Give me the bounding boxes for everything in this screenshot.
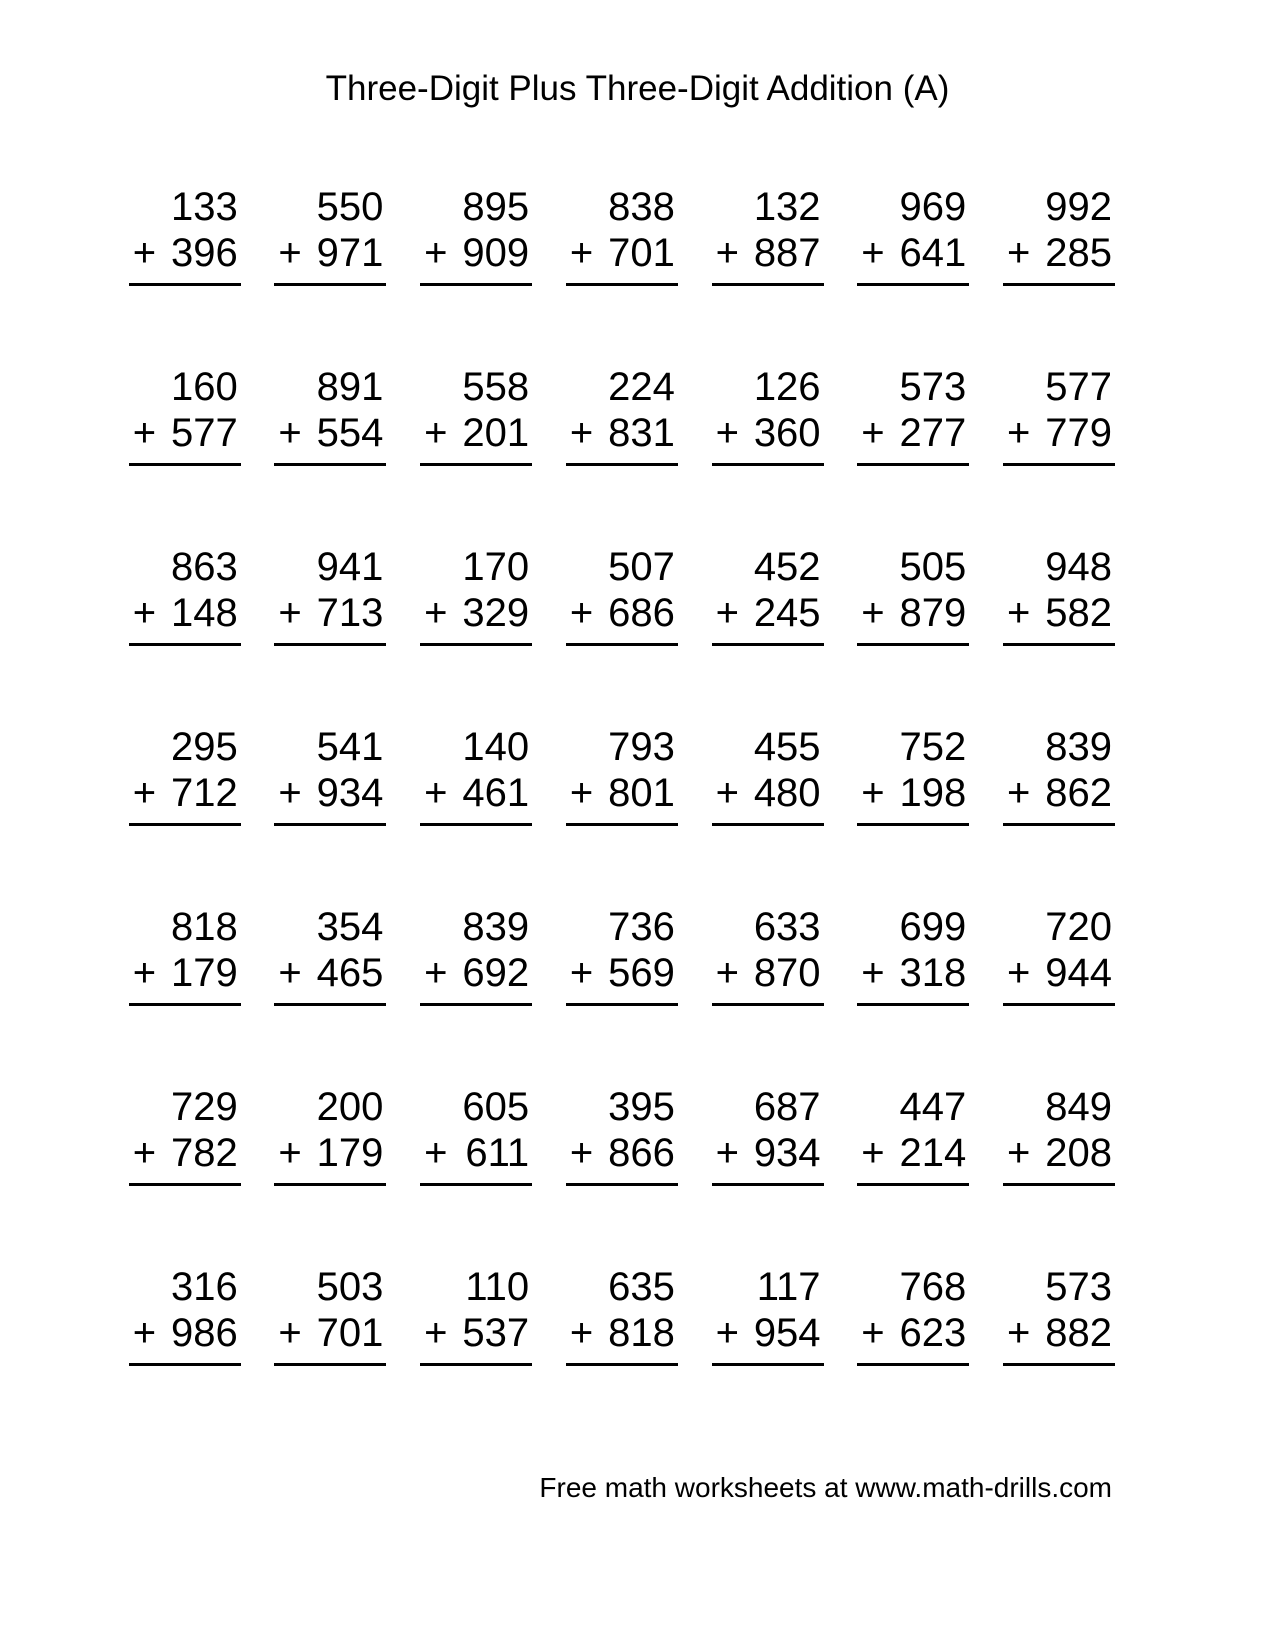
addend-top: 541 <box>316 725 384 769</box>
plus-sign: + <box>424 771 448 815</box>
addend-bottom: 686 <box>608 591 675 635</box>
addend-bottom: 611 <box>465 1131 530 1175</box>
answer-line <box>420 1183 532 1186</box>
addition-problem <box>1003 544 1115 646</box>
addend-top: 224 <box>608 365 675 409</box>
addend-bottom: 396 <box>170 231 238 275</box>
addend-bottom: 582 <box>1045 591 1112 635</box>
addend-top: 550 <box>316 185 384 229</box>
addend-top: 577 <box>1045 365 1112 409</box>
plus-sign: + <box>715 1131 739 1175</box>
answer-line <box>420 643 532 646</box>
addition-problem <box>129 1084 241 1186</box>
addend-bottom-row <box>712 950 824 996</box>
plus-sign: + <box>861 231 885 275</box>
addend-bottom-row <box>274 770 386 816</box>
plus-sign: + <box>715 591 739 635</box>
addend-bottom-row <box>566 230 678 276</box>
answer-line <box>566 283 678 286</box>
answer-line <box>129 283 241 286</box>
addend-bottom-row <box>129 1130 241 1176</box>
addend-bottom-row <box>129 1310 241 1356</box>
addition-problem <box>1003 184 1115 286</box>
addend-bottom: 866 <box>608 1131 675 1175</box>
addend-top: 505 <box>899 545 967 589</box>
answer-line <box>712 1363 824 1366</box>
plus-sign: + <box>132 1311 157 1355</box>
addend-bottom: 934 <box>753 1131 821 1175</box>
plus-sign: + <box>1006 591 1031 635</box>
addition-problem <box>566 1084 678 1186</box>
addend-top: 838 <box>608 185 675 229</box>
addend-bottom: 318 <box>899 951 967 995</box>
addition-problem <box>129 544 241 646</box>
plus-sign: + <box>1006 951 1031 995</box>
addend-bottom: 887 <box>753 231 821 275</box>
plus-sign: + <box>715 951 739 995</box>
addend-bottom: 971 <box>316 231 384 275</box>
addend-bottom: 831 <box>608 411 675 455</box>
addend-bottom-row <box>420 1130 532 1176</box>
addition-problem <box>420 544 532 646</box>
plus-sign: + <box>569 591 594 635</box>
addition-problem <box>857 904 969 1006</box>
answer-line <box>566 643 678 646</box>
answer-line <box>129 823 241 826</box>
addend-bottom-row <box>566 590 678 636</box>
addend-bottom: 701 <box>608 231 675 275</box>
answer-line <box>420 823 532 826</box>
plus-sign: + <box>424 1311 448 1355</box>
answer-line <box>857 1363 969 1366</box>
answer-line <box>857 283 969 286</box>
addition-problem <box>566 724 678 826</box>
addend-bottom: 214 <box>899 1131 967 1175</box>
addend-bottom-row <box>274 1310 386 1356</box>
addend-bottom-row <box>420 950 532 996</box>
addend-top: 687 <box>753 1085 821 1129</box>
addend-bottom-row <box>274 230 386 276</box>
addend-bottom-row <box>566 1310 678 1356</box>
addition-problem <box>566 364 678 466</box>
answer-line <box>274 643 386 646</box>
answer-line <box>420 463 532 466</box>
addend-top: 452 <box>753 545 821 589</box>
addend-bottom: 569 <box>608 951 675 995</box>
plus-sign: + <box>569 771 594 815</box>
plus-sign: + <box>278 591 302 635</box>
addend-top: 793 <box>608 725 675 769</box>
plus-sign: + <box>424 591 448 635</box>
answer-line <box>420 283 532 286</box>
answer-line <box>274 463 386 466</box>
answer-line <box>1003 1363 1115 1366</box>
plus-sign: + <box>861 591 885 635</box>
addend-bottom-row <box>129 950 241 996</box>
addend-bottom: 537 <box>462 1311 530 1355</box>
answer-line <box>1003 643 1115 646</box>
addend-top: 839 <box>462 905 530 949</box>
plus-sign: + <box>569 411 594 455</box>
addend-bottom-row <box>274 950 386 996</box>
plus-sign: + <box>715 1311 739 1355</box>
addition-problem <box>1003 364 1115 466</box>
addend-top: 295 <box>170 725 238 769</box>
addend-top: 863 <box>170 545 238 589</box>
answer-line <box>566 1363 678 1366</box>
answer-line <box>712 283 824 286</box>
plus-sign: + <box>861 1131 885 1175</box>
answer-line <box>274 823 386 826</box>
plus-sign: + <box>715 411 739 455</box>
addend-bottom-row <box>420 410 532 456</box>
answer-line <box>1003 823 1115 826</box>
answer-line <box>566 823 678 826</box>
plus-sign: + <box>424 951 448 995</box>
plus-sign: + <box>278 1311 302 1355</box>
addend-bottom: 277 <box>899 411 967 455</box>
answer-line <box>712 463 824 466</box>
addend-bottom-row <box>712 770 824 816</box>
addend-top: 140 <box>462 725 530 769</box>
addend-top: 699 <box>899 905 967 949</box>
answer-line <box>1003 1183 1115 1186</box>
addend-bottom-row <box>420 590 532 636</box>
addend-top: 605 <box>462 1085 530 1129</box>
addend-bottom-row <box>274 1130 386 1176</box>
addend-bottom: 554 <box>316 411 384 455</box>
addend-bottom-row <box>1003 410 1115 456</box>
addend-top: 895 <box>462 185 530 229</box>
addend-bottom: 782 <box>170 1131 238 1175</box>
plus-sign: + <box>132 951 157 995</box>
addend-bottom: 944 <box>1045 951 1112 995</box>
addition-problem <box>274 364 386 466</box>
addend-bottom-row <box>857 1130 969 1176</box>
plus-sign: + <box>132 231 157 275</box>
plus-sign: + <box>569 951 594 995</box>
addend-top: 354 <box>316 905 384 949</box>
addend-top: 110 <box>465 1265 530 1309</box>
addend-bottom-row <box>857 590 969 636</box>
addend-bottom-row <box>712 1130 824 1176</box>
answer-line <box>274 1003 386 1006</box>
addend-bottom-row <box>1003 1310 1115 1356</box>
addition-problem <box>420 724 532 826</box>
addend-top: 729 <box>170 1085 238 1129</box>
addition-problem <box>857 1084 969 1186</box>
addend-bottom: 692 <box>462 951 530 995</box>
addend-bottom: 934 <box>316 771 384 815</box>
addition-problem <box>712 544 824 646</box>
addend-top: 160 <box>170 365 238 409</box>
answer-line <box>857 463 969 466</box>
addend-top: 573 <box>1045 1265 1112 1309</box>
addend-top: 948 <box>1045 545 1112 589</box>
addend-bottom-row <box>566 950 678 996</box>
addend-bottom: 641 <box>899 231 967 275</box>
addition-problem <box>129 364 241 466</box>
answer-line <box>274 283 386 286</box>
addend-bottom-row <box>712 590 824 636</box>
answer-line <box>1003 463 1115 466</box>
addition-problem <box>1003 904 1115 1006</box>
addition-problem <box>420 1084 532 1186</box>
answer-line <box>712 1183 824 1186</box>
addition-problem <box>420 1264 532 1366</box>
footer-credit: Free math worksheets at www.math-drills.com <box>539 1472 1112 1503</box>
addend-top: 768 <box>899 1265 967 1309</box>
addition-problem <box>1003 1084 1115 1186</box>
answer-line <box>712 643 824 646</box>
answer-line <box>129 1003 241 1006</box>
addition-problem <box>129 184 241 286</box>
addend-bottom-row <box>857 770 969 816</box>
addend-bottom-row <box>1003 770 1115 816</box>
addend-bottom-row <box>857 410 969 456</box>
addend-bottom: 461 <box>462 771 530 815</box>
plus-sign: + <box>278 411 302 455</box>
plus-sign: + <box>424 411 448 455</box>
addition-problem <box>420 184 532 286</box>
addition-problem <box>857 364 969 466</box>
plus-sign: + <box>424 231 448 275</box>
plus-sign: + <box>424 1131 448 1175</box>
answer-line <box>857 823 969 826</box>
addition-problem <box>712 1264 824 1366</box>
addend-bottom: 208 <box>1045 1131 1112 1175</box>
plus-sign: + <box>1006 1131 1031 1175</box>
addition-problem <box>566 904 678 1006</box>
plus-sign: + <box>132 771 157 815</box>
addend-top: 316 <box>170 1265 238 1309</box>
answer-line <box>274 1183 386 1186</box>
plus-sign: + <box>278 951 302 995</box>
addend-bottom: 577 <box>170 411 238 455</box>
addend-top: 720 <box>1045 905 1112 949</box>
addition-problem <box>712 184 824 286</box>
plus-sign: + <box>132 591 157 635</box>
plus-sign: + <box>1006 771 1031 815</box>
plus-sign: + <box>569 1131 594 1175</box>
addend-top: 633 <box>753 905 821 949</box>
addend-bottom-row <box>566 1130 678 1176</box>
addend-bottom-row <box>129 410 241 456</box>
addend-bottom-row <box>420 230 532 276</box>
addition-problem <box>420 904 532 1006</box>
answer-line <box>1003 283 1115 286</box>
addend-top: 503 <box>316 1265 384 1309</box>
addend-bottom: 954 <box>753 1311 821 1355</box>
addend-bottom: 701 <box>316 1311 384 1355</box>
answer-line <box>566 1183 678 1186</box>
addition-problem <box>857 1264 969 1366</box>
worksheet-title: Three-Digit Plus Three-Digit Addition (A) <box>325 69 950 108</box>
addend-bottom: 245 <box>753 591 821 635</box>
addend-bottom: 198 <box>899 771 967 815</box>
plus-sign: + <box>1006 411 1031 455</box>
addend-top: 117 <box>756 1265 821 1309</box>
addend-bottom-row <box>566 410 678 456</box>
addend-bottom-row <box>1003 230 1115 276</box>
addend-bottom: 713 <box>316 591 384 635</box>
addend-bottom: 779 <box>1045 411 1112 455</box>
addend-top: 941 <box>316 545 384 589</box>
addend-bottom-row <box>712 230 824 276</box>
addition-problem <box>129 724 241 826</box>
answer-line <box>712 1003 824 1006</box>
answer-line <box>1003 1003 1115 1006</box>
addend-bottom: 986 <box>170 1311 238 1355</box>
addition-problem <box>1003 1264 1115 1366</box>
addend-top: 170 <box>462 545 530 589</box>
answer-line <box>420 1363 532 1366</box>
addend-bottom: 882 <box>1045 1311 1112 1355</box>
addend-bottom: 480 <box>753 771 821 815</box>
addend-bottom: 360 <box>753 411 821 455</box>
addition-problem <box>712 1084 824 1186</box>
answer-line <box>129 1183 241 1186</box>
addend-bottom: 712 <box>170 771 238 815</box>
addend-bottom-row <box>1003 950 1115 996</box>
addend-bottom-row <box>712 410 824 456</box>
addend-top: 969 <box>899 185 967 229</box>
addend-top: 132 <box>753 185 821 229</box>
addend-bottom-row <box>129 770 241 816</box>
plus-sign: + <box>569 231 594 275</box>
answer-line <box>566 1003 678 1006</box>
addend-bottom: 465 <box>316 951 384 995</box>
answer-line <box>420 1003 532 1006</box>
plus-sign: + <box>278 771 302 815</box>
plus-sign: + <box>715 231 739 275</box>
addition-problem <box>1003 724 1115 826</box>
addend-bottom-row <box>420 770 532 816</box>
addition-problem <box>857 544 969 646</box>
answer-line <box>129 643 241 646</box>
plus-sign: + <box>861 771 885 815</box>
addition-problem <box>129 904 241 1006</box>
addend-bottom: 179 <box>316 1131 384 1175</box>
addition-problem <box>274 1084 386 1186</box>
addend-bottom-row <box>274 590 386 636</box>
addend-top: 455 <box>753 725 821 769</box>
addition-problem <box>274 544 386 646</box>
addend-bottom: 623 <box>899 1311 967 1355</box>
addend-top: 752 <box>899 725 967 769</box>
addition-problem <box>274 184 386 286</box>
answer-line <box>712 823 824 826</box>
answer-line <box>566 463 678 466</box>
addend-top: 992 <box>1045 185 1112 229</box>
addend-bottom-row <box>129 590 241 636</box>
addend-bottom: 818 <box>608 1311 675 1355</box>
addend-bottom-row <box>420 1310 532 1356</box>
plus-sign: + <box>861 1311 885 1355</box>
problems-grid <box>95 184 1115 1366</box>
addend-top: 891 <box>316 365 384 409</box>
addition-problem <box>712 364 824 466</box>
plus-sign: + <box>278 231 302 275</box>
addend-bottom: 179 <box>170 951 238 995</box>
plus-sign: + <box>861 411 885 455</box>
addend-bottom: 285 <box>1045 231 1112 275</box>
addend-bottom: 801 <box>608 771 675 815</box>
addend-bottom: 329 <box>462 591 530 635</box>
addend-bottom-row <box>1003 1130 1115 1176</box>
addend-bottom-row <box>129 230 241 276</box>
addend-top: 126 <box>753 365 821 409</box>
addend-top: 395 <box>608 1085 675 1129</box>
addend-bottom-row <box>857 1310 969 1356</box>
answer-line <box>129 1363 241 1366</box>
plus-sign: + <box>715 771 739 815</box>
answer-line <box>129 463 241 466</box>
addition-problem <box>274 724 386 826</box>
addend-bottom-row <box>857 230 969 276</box>
answer-line <box>857 1183 969 1186</box>
plus-sign: + <box>861 951 885 995</box>
addition-problem <box>420 364 532 466</box>
addend-top: 133 <box>170 185 238 229</box>
addend-bottom: 870 <box>753 951 821 995</box>
plus-sign: + <box>132 1131 157 1175</box>
addend-bottom: 201 <box>462 411 530 455</box>
plus-sign: + <box>1006 1311 1031 1355</box>
addition-problem <box>712 724 824 826</box>
addend-bottom: 909 <box>462 231 530 275</box>
addend-bottom: 879 <box>899 591 967 635</box>
addend-top: 736 <box>608 905 675 949</box>
addition-problem <box>857 184 969 286</box>
addend-top: 573 <box>899 365 967 409</box>
addend-top: 839 <box>1045 725 1112 769</box>
addend-top: 507 <box>608 545 675 589</box>
addition-problem <box>857 724 969 826</box>
addend-top: 635 <box>608 1265 675 1309</box>
plus-sign: + <box>132 411 157 455</box>
addend-bottom-row <box>857 950 969 996</box>
addition-problem <box>566 1264 678 1366</box>
answer-line <box>857 643 969 646</box>
plus-sign: + <box>278 1131 302 1175</box>
addition-problem <box>274 904 386 1006</box>
addend-top: 558 <box>462 365 530 409</box>
addend-bottom-row <box>712 1310 824 1356</box>
addend-bottom-row <box>566 770 678 816</box>
addend-top: 200 <box>316 1085 384 1129</box>
plus-sign: + <box>1006 231 1031 275</box>
addition-problem <box>129 1264 241 1366</box>
addition-problem <box>274 1264 386 1366</box>
addend-bottom-row <box>274 410 386 456</box>
addend-top: 818 <box>170 905 238 949</box>
answer-line <box>857 1003 969 1006</box>
addend-top: 849 <box>1045 1085 1112 1129</box>
plus-sign: + <box>569 1311 594 1355</box>
addition-problem <box>566 544 678 646</box>
addition-problem <box>712 904 824 1006</box>
addend-top: 447 <box>899 1085 967 1129</box>
addition-problem <box>566 184 678 286</box>
answer-line <box>274 1363 386 1366</box>
addend-bottom: 862 <box>1045 771 1112 815</box>
addend-bottom-row <box>1003 590 1115 636</box>
addend-bottom: 148 <box>170 591 238 635</box>
